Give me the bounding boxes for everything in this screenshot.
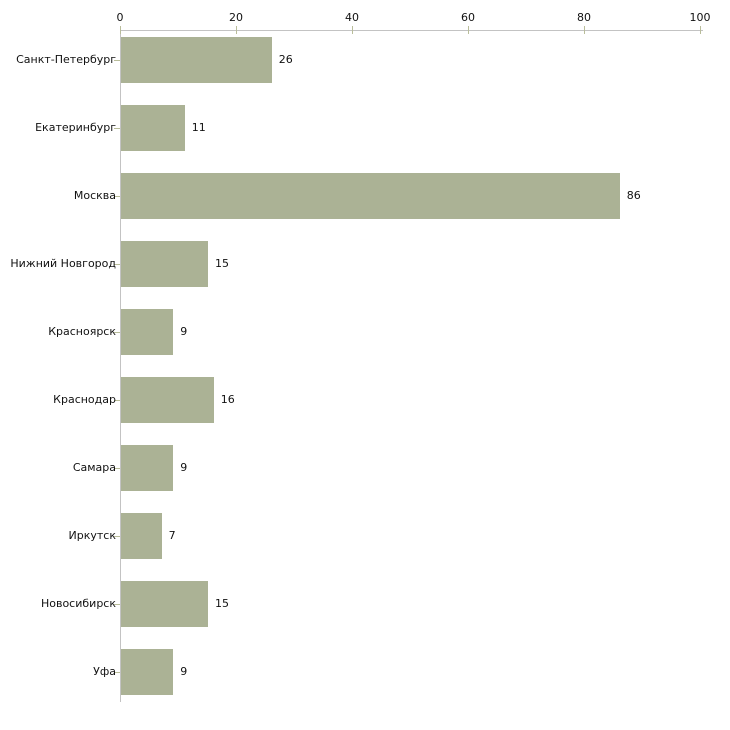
bar [121,37,272,83]
x-axis-tick-mark [120,26,121,34]
category-label: Москва [73,189,116,202]
bar [121,173,620,219]
bar [121,513,162,559]
x-axis-tick-label: 100 [689,11,711,24]
value-label: 15 [215,597,229,610]
x-axis-tick-mark [468,26,469,34]
category-label: Екатеринбург [35,121,116,134]
category-label: Уфа [93,665,116,678]
x-axis-tick-label: 80 [577,11,591,24]
x-axis-tick-label: 0 [116,11,124,24]
value-label: 7 [168,529,176,542]
category-label: Иркутск [68,529,116,542]
x-axis-line [120,30,703,31]
bar [121,377,214,423]
bar [121,649,173,695]
value-label: 9 [180,665,188,678]
value-label: 26 [278,53,293,66]
x-axis-tick-mark [584,26,585,34]
bar [121,581,208,627]
x-axis-tick-mark [700,26,701,34]
x-axis-tick-label: 60 [461,11,475,24]
x-axis-tick-mark [236,26,237,34]
value-label: 86 [626,189,641,202]
category-label: Краснодар [53,393,116,406]
value-label: 9 [180,461,188,474]
bar [121,445,173,491]
category-label: Красноярск [48,325,116,338]
bar [121,241,208,287]
value-label: 16 [220,393,235,406]
category-label: Санкт-Петербург [16,53,116,66]
value-label: 9 [180,325,188,338]
x-axis-tick-label: 40 [345,11,359,24]
value-label: 11 [191,121,206,134]
x-axis-tick-mark [352,26,353,34]
value-label: 15 [215,257,229,270]
category-label: Новосибирск [40,597,116,610]
bar [121,105,185,151]
x-axis-tick-label: 20 [229,11,243,24]
category-label: Нижний Новгород [10,257,116,270]
category-label: Самара [72,461,116,474]
bar [121,309,173,355]
